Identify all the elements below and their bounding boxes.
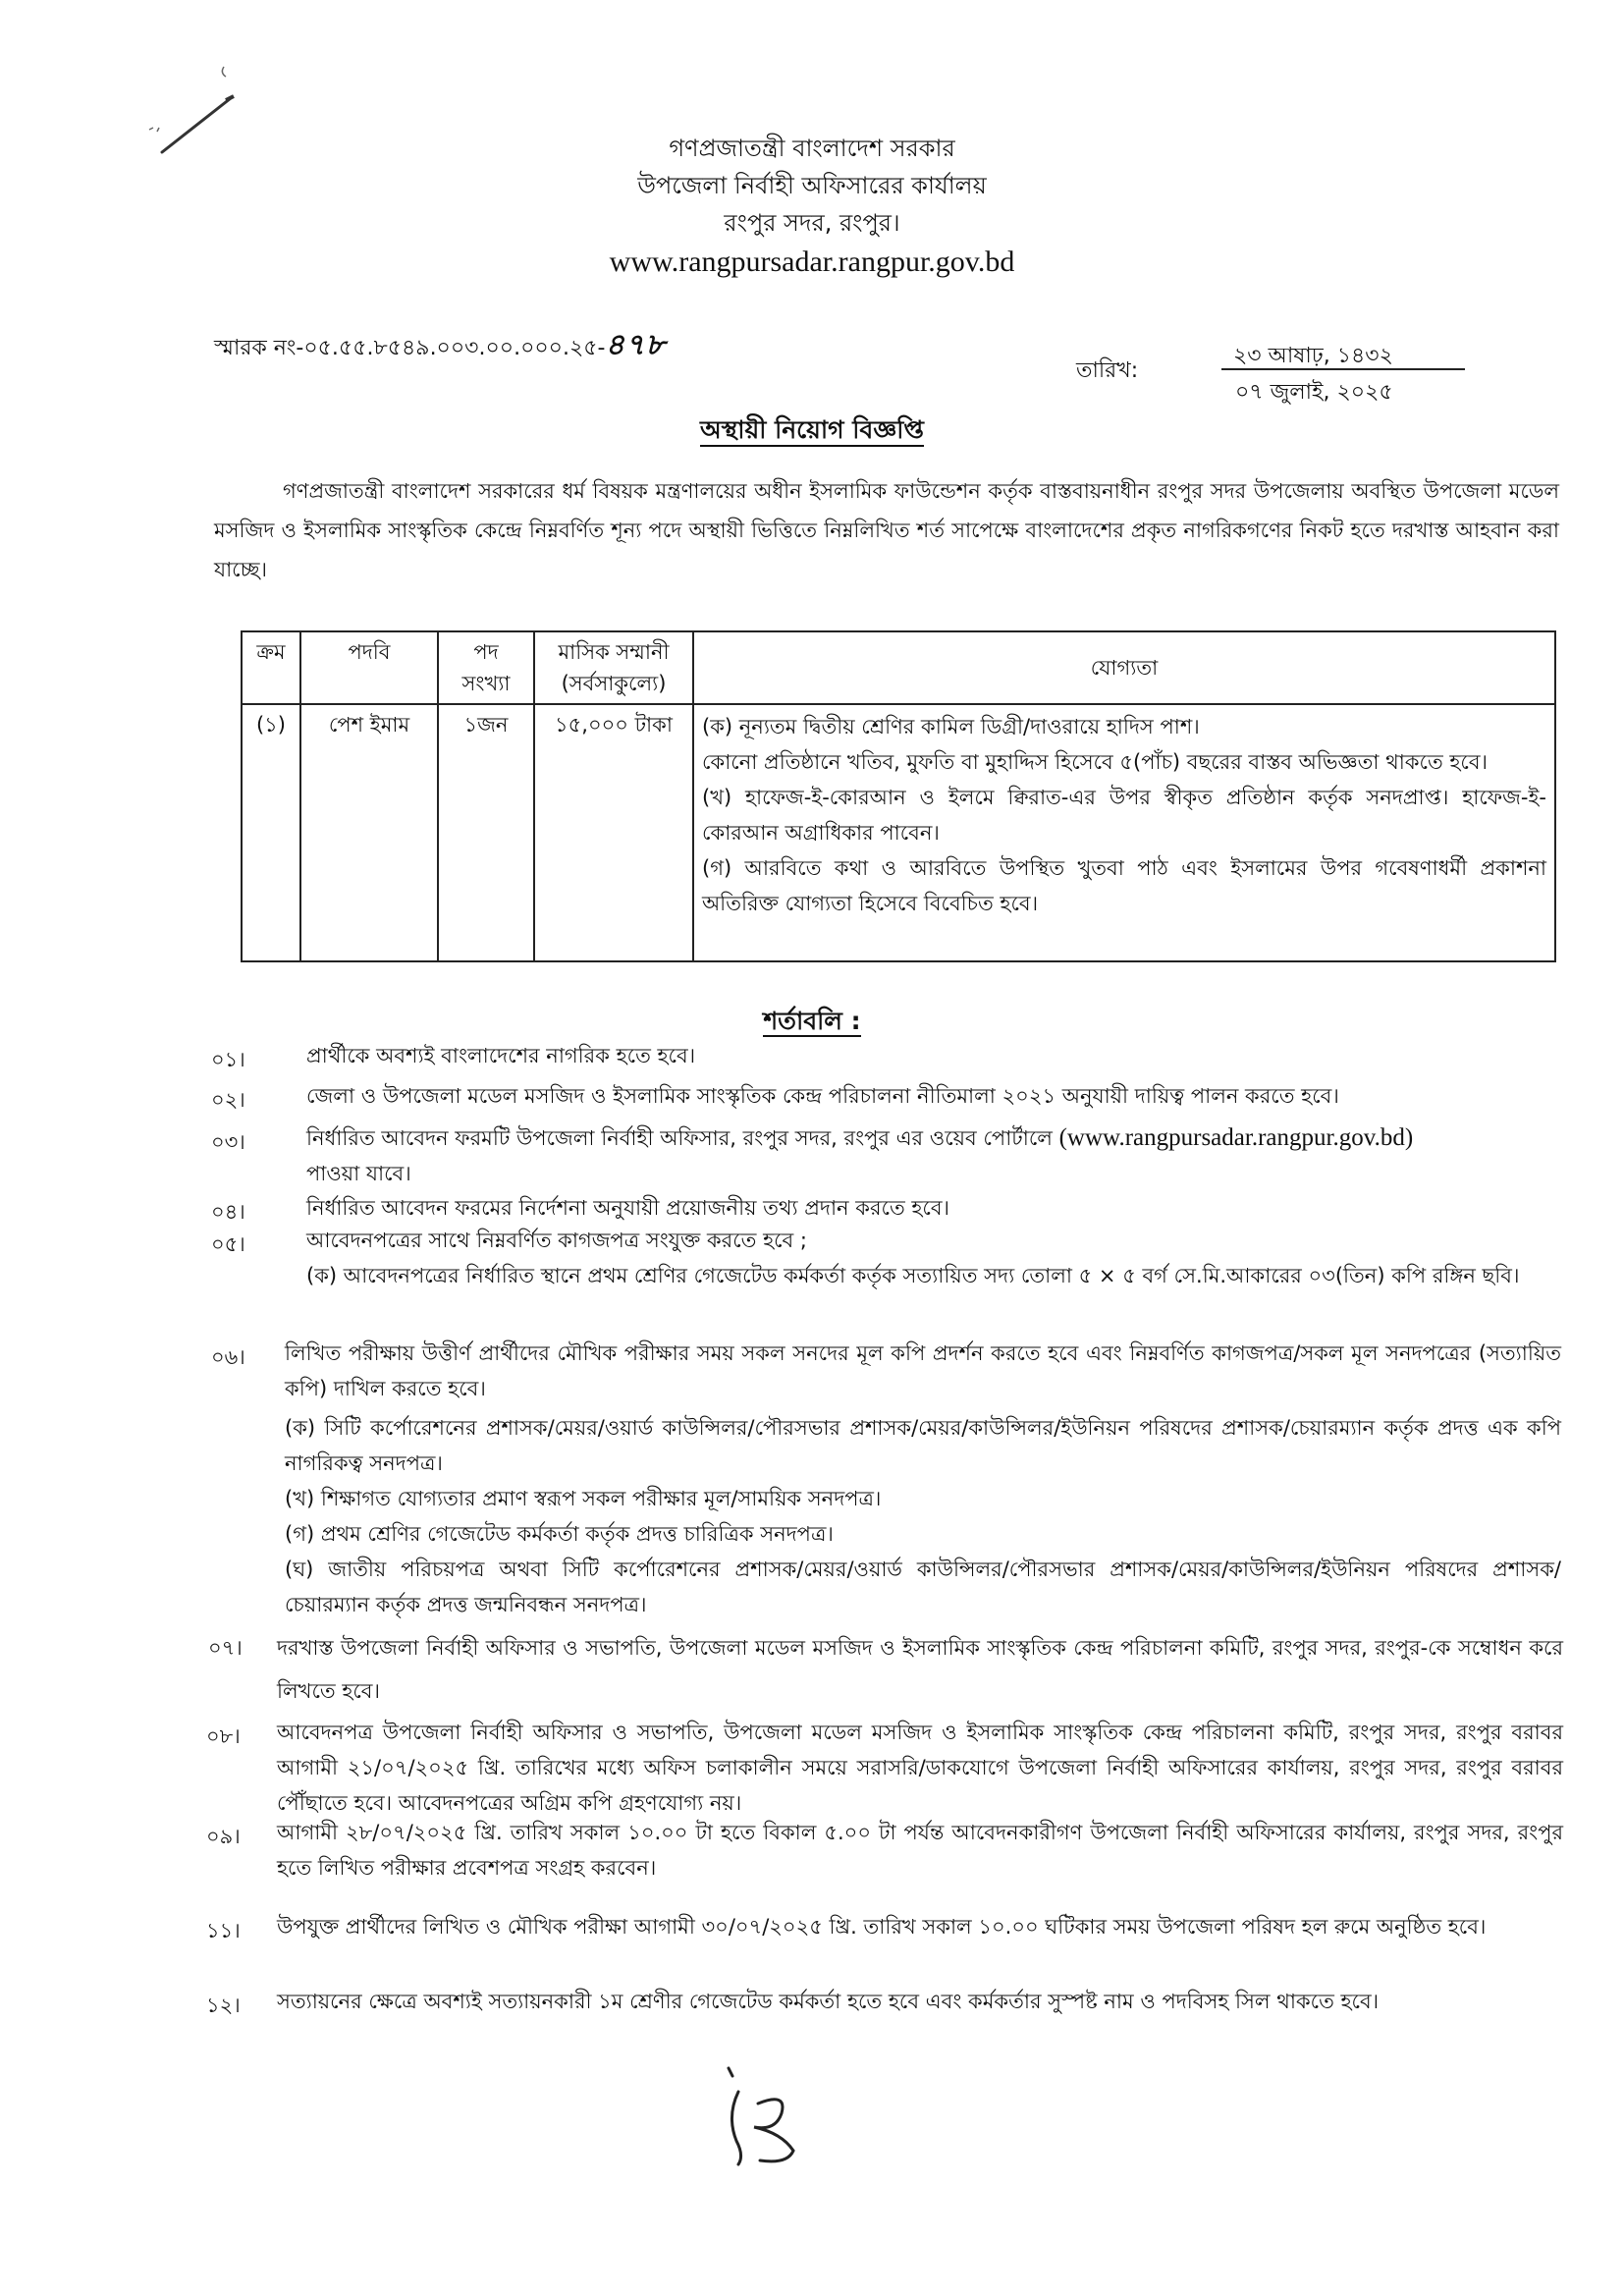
header-salary xyxy=(534,631,693,704)
qualification-item: (ক) নূন্যতম দ্বিতীয় শ্রেণির কামিল ডিগ্রী/দাওরায়ে হাদিস পাশ। xyxy=(702,715,1200,738)
memo-number-text: স্মারক নং-০৫.৫৫.৮৫৪৯.০০৩.০০.০০০.২৫- xyxy=(214,336,606,360)
qualification-item: (খ) হাফেজ-ই-কোরআন ও ইলমে ক্বিরাত-এর উপর স্বীকৃত প্রতিষ্ঠান কর্তৃক সনদপ্রাপ্ত। হাফেজ-ই-কোরআন অগ্রাধিকার পাবেন। xyxy=(702,786,1546,845)
condition-text: লিখিত পরীক্ষায় উত্তীর্ণ প্রার্থীদের মৌখিক পরীক্ষার সময় সকল সনদের মূল কপি প্রদর্শন করতে হবে এবং নিম্নবর্ণিত কাগজপত্র/সকল মূল সনদপত্রের (সত্যায়িত কপি) দাখিল করতে হবে। xyxy=(285,1341,1561,1400)
condition-sub-item: (খ) শিক্ষাগত যোগ্যতার প্রমাণ স্বরূপ সকল পরীক্ষার মূল/সাময়িক সনদপত্র। xyxy=(285,1487,882,1510)
cell-qualification xyxy=(693,704,1555,961)
condition-number: ০৩। xyxy=(211,1130,245,1154)
office-location: রংপুর সদর, রংপুর। xyxy=(724,209,900,237)
condition-number: ১১। xyxy=(206,1919,241,1942)
condition-number: ০২। xyxy=(211,1088,245,1112)
condition-text xyxy=(306,1121,1573,1191)
notice-title-text: অস্থায়ী নিয়োগ বিজ্ঞপ্তি xyxy=(700,415,924,447)
date-divider xyxy=(1221,368,1465,370)
condition-number: ০১। xyxy=(211,1048,245,1071)
header-serial: ক্রম xyxy=(242,631,300,704)
condition-text: দরখাস্ত উপজেলা নির্বাহী অফিসার ও সভাপতি, উপজেলা মডেল মসজিদ ও ইসলামিক সাংস্কৃতিক কেন্দ্র পরিচালনা কমিটি, রংপুর সদর, রংপুর-কে সম্বোধন করে লিখতে হবে। xyxy=(277,1636,1563,1703)
notice-title xyxy=(0,410,1624,453)
date-label: তারিখ: xyxy=(1076,358,1139,383)
condition-text: আগামী ২৮/০৭/২০২৫ খ্রি. তারিখ সকাল ১০.০০ টা হতে বিকাল ৫.০০ টা পর্যন্ত আবেদনকারীগণ উপজেলা নির্বাহী অফিসারের কার্যালয়, রংপুর সদর, রংপুর হতে লিখিত পরীক্ষার প্রবেশপত্র সংগ্রহ করবেন। xyxy=(277,1821,1563,1880)
condition-text-part: পাওয়া যাবে। xyxy=(306,1162,411,1185)
memo-number xyxy=(214,321,666,371)
officer-signature xyxy=(699,2062,827,2170)
header-count-line2: সংখ্যা xyxy=(461,672,511,695)
header-count-line1: পদ xyxy=(473,640,499,664)
condition-sub-item: (গ) প্রথম শ্রেণির গেজেটেড কর্মকর্তা কর্তৃক প্রদত্ত চারিত্রিক সনদপত্র। xyxy=(285,1522,834,1546)
cell-post: পেশ ইমাম xyxy=(300,704,438,961)
condition-text: সত্যায়নের ক্ষেত্রে অবশ্যই সত্যায়নকারী ১ম শ্রেণীর গেজেটেড কর্মকর্তা হতে হবে এবং কর্মকর্তার সুস্পষ্ট নাম ও পদবিসহ সিল থাকতে হবে। xyxy=(277,1990,1380,2013)
intro-paragraph: গণপ্রজাতন্ত্রী বাংলাদেশ সরকারের ধর্ম বিষয়ক মন্ত্রণালয়ের অধীন ইসলামিক ফাউন্ডেশন কর্তৃক বাস্তবায়নাধীন রংপুর সদর উপজেলায় অবস্থিত উপজেলা মডেল মসজিদ ও ইসলামিক সাংস্কৃতিক কেন্দ্রে নিম্নবর্ণিত শূন্য পদে অস্থায়ী ভিত্তিতে নিম্নলিখিত শর্ত সাপেক্ষে বাংলাদেশের প্রকৃত নাগরিকগণের নিকট হতে দরখাস্ত আহবান করা যাচ্ছে। xyxy=(214,479,1559,581)
header-count xyxy=(438,631,534,704)
condition-number: ০৭। xyxy=(208,1636,243,1660)
qualification-item: কোনো প্রতিষ্ঠানে খতিব, মুফতি বা মুহাদ্দিস হিসেবে ৫(পাঁচ) বছরের বাস্তব অভিজ্ঞতা থাকতে হবে। xyxy=(702,750,1489,774)
condition-sub-item: (ক) আবেদনপত্রের নির্ধারিত স্থানে প্রথম শ্রেণির গেজেটেড কর্মকর্তা কর্তৃক সত্যায়িত সদ্য তোলা ৫ × ৫ বর্গ সে.মি.আকারের ০৩(তিন) কপি রঙ্গিন ছবি। xyxy=(306,1264,1520,1287)
condition-text: প্রার্থীকে অবশ্যই বাংলাদেশের নাগরিক হতে হবে। xyxy=(306,1044,696,1067)
header-salary-line1: মাসিক সম্মানী xyxy=(558,640,670,664)
condition-text: আবেদনপত্র উপজেলা নির্বাহী অফিসার ও সভাপতি, উপজেলা মডেল মসজিদ ও ইসলামিক সাংস্কৃতিক কেন্দ্র পরিচালনা কমিটি, রংপুর সদর, রংপুর বরাবর আগামী ২১/০৭/২০২৫ খ্রি. তারিখের মধ্যে অফিস চলাকালীন সময়ে সরাসরি/ডাকযোগে উপজেলা নির্বাহী অফিসারের কার্যালয়, রংপুর সদর, রংপুর বরাবর পৌঁছাতে হবে। আবেদনপত্রের অগ্রিম কপি গ্রহণযোগ্য নয়। xyxy=(277,1721,1563,1815)
condition-text: উপযুক্ত প্রার্থীদের লিখিত ও মৌখিক পরীক্ষা আগামী ৩০/০৭/২০২৫ খ্রি. তারিখ সকাল ১০.০০ ঘটিকার সময় উপজেলা পরিষদ হল রুমে অনুষ্ঠিত হবে। xyxy=(277,1915,1487,1939)
office-name: উপজেলা নির্বাহী অফিসারের কার্যালয় xyxy=(637,172,987,199)
conditions-title-text: শর্তাবলি : xyxy=(763,1007,861,1035)
condition-text: নির্ধারিত আবেদন ফরমের নির্দেশনা অনুযায়ী প্রয়োজনীয় তথ্য প্রদান করতে হবে। xyxy=(306,1196,950,1220)
date-bangla: ২৩ আষাঢ়, ১৪৩২ xyxy=(1233,344,1393,368)
condition-sub-item: (ক) সিটি কর্পোরেশনের প্রশাসক/মেয়র/ওয়ার্ড কাউন্সিলর/পৌরসভার প্রশাসক/মেয়র/কাউন্সিলর/ইউনিয়ন পরিষদের প্রশাসক/চেয়ারম্যান কর্তৃক প্রদত্ত এক কপি নাগরিকত্ব সনদপত্র। xyxy=(285,1416,1561,1475)
memo-handwritten-number: ৪৭৮ xyxy=(605,329,666,361)
govt-name: গণপ্রজাতন্ত্রী বাংলাদেশ সরকার xyxy=(669,135,955,162)
header-qualification: যোগ্যতা xyxy=(693,631,1555,704)
condition-text: আবেদনপত্রের সাথে নিম্নবর্ণিত কাগজপত্র সংযুক্ত করতে হবে ; xyxy=(306,1229,807,1252)
condition-number: ১২। xyxy=(206,1994,241,2017)
condition-number: ০৯। xyxy=(206,1825,241,1848)
cell-serial: (১) xyxy=(242,704,300,961)
cell-salary: ১৫,০০০ টাকা xyxy=(534,704,693,961)
table-row xyxy=(242,704,1555,961)
condition-text-part: নির্ধারিত আবেদন ফরমটি উপজেলা নির্বাহী অফিসার, রংপুর সদর, রংপুর এর ওয়েব পোর্টালে xyxy=(306,1126,1053,1150)
header-salary-line2: (সর্বসাকুল্যে) xyxy=(561,672,667,695)
condition-sub-item: (ঘ) জাতীয় পরিচয়পত্র অথবা সিটি কর্পোরেশনের প্রশাসক/মেয়র/ওয়ার্ড কাউন্সিলর/পৌরসভার প্রশাসক/মেয়র/কাউন্সিলর/ইউনিয়ন পরিষদের প্রশাসক/চেয়ারম্যান কর্তৃক প্রদত্ত জন্মনিবন্ধন সনদপত্র। xyxy=(285,1558,1561,1616)
table-header-row xyxy=(242,631,1555,704)
condition-number: ০৪। xyxy=(211,1200,245,1224)
condition-number: ০৮। xyxy=(206,1724,241,1748)
portal-link[interactable]: (www.rangpursadar.rangpur.gov.bd) xyxy=(1058,1124,1414,1151)
vacancy-table xyxy=(241,630,1556,962)
cell-count: ১জন xyxy=(438,704,534,961)
date-english: ০৭ জুলাই, ২০২৫ xyxy=(1235,380,1393,405)
qualification-item: (গ) আরবিতে কথা ও আরবিতে উপস্থিত খুতবা পাঠ এবং ইসলামের উপর গবেষণাধর্মী প্রকাশনা অতিরিক্ত যোগ্যতা হিসেবে বিবেচিত হবে। xyxy=(702,856,1546,915)
header-post: পদবি xyxy=(300,631,438,704)
office-website: www.rangpursadar.rangpur.gov.bd xyxy=(609,246,1015,278)
condition-number: ০৬। xyxy=(211,1345,245,1369)
condition-number: ০৫। xyxy=(211,1232,245,1256)
condition-text: জেলা ও উপজেলা মডেল মসজিদ ও ইসলামিক সাংস্কৃতিক কেন্দ্র পরিচালনা নীতিমালা ২০২১ অনুযায়ী দায়িত্ব পালন করতে হবে। xyxy=(306,1084,1339,1108)
